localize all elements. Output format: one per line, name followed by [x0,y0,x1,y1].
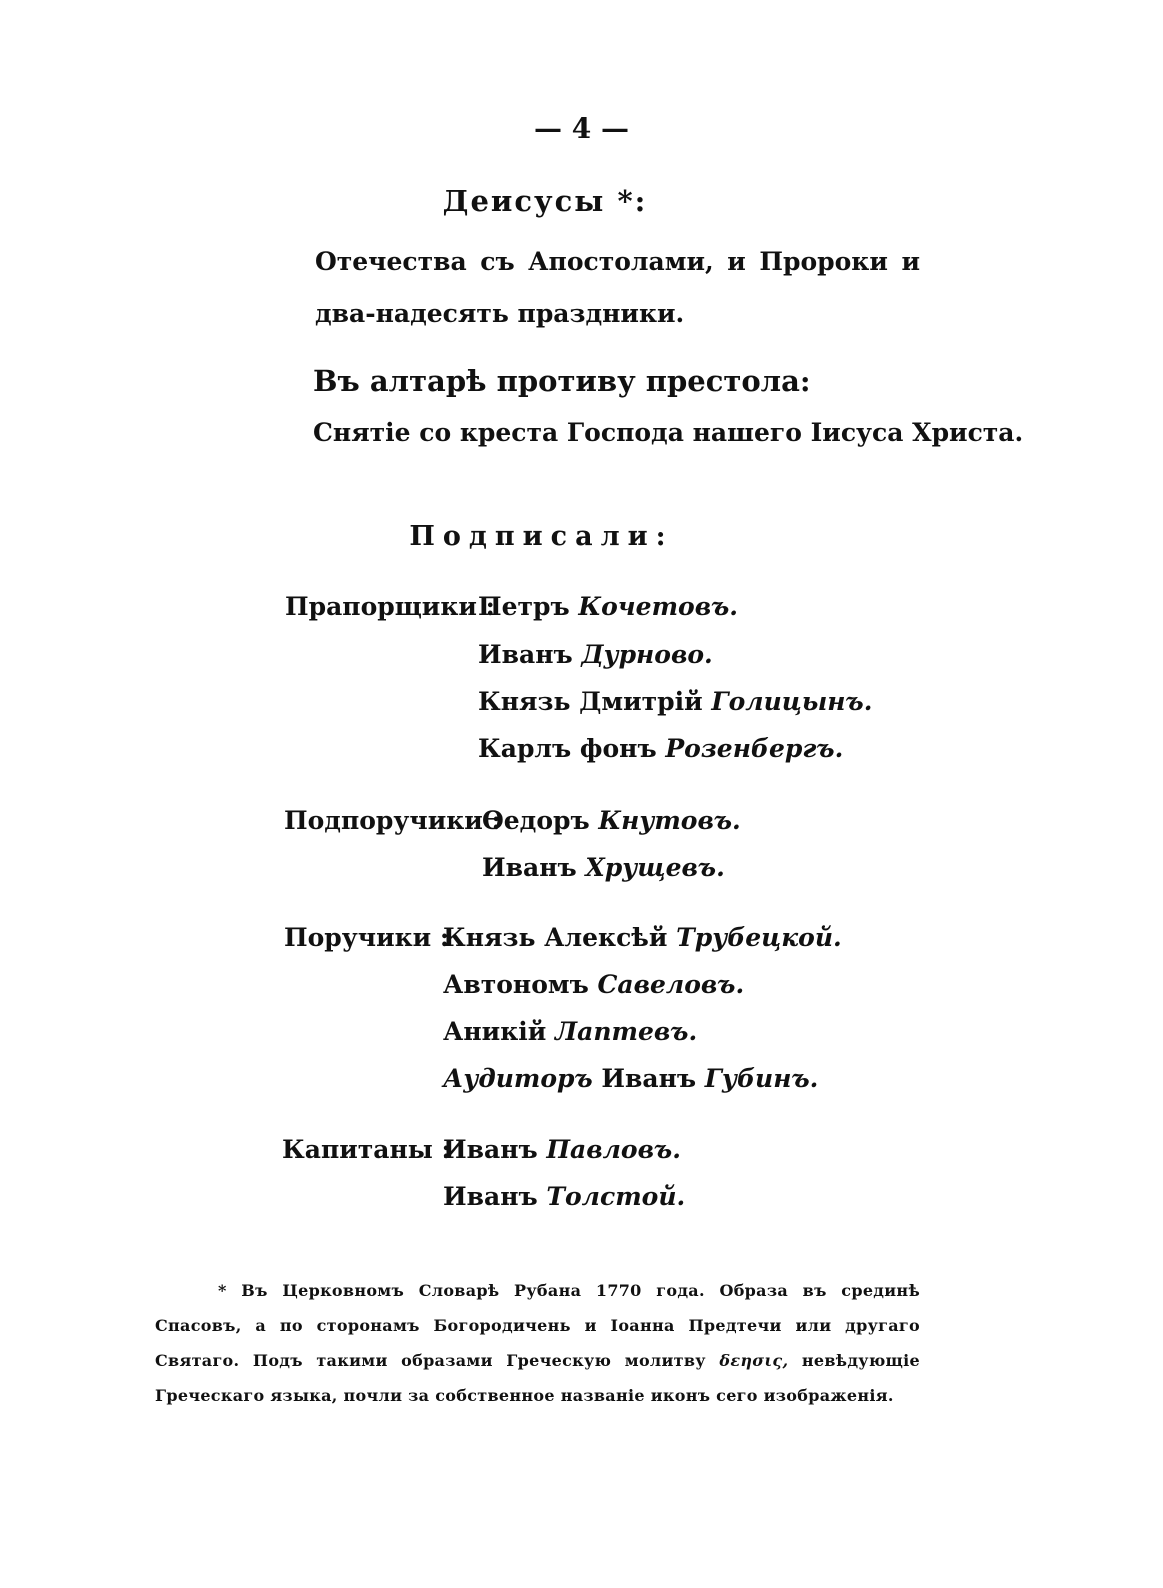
page-number: — 4 — [534,112,629,145]
given-name: Карлъ фонъ [478,734,657,763]
given-name: Князь Дмитрій [478,687,703,716]
rank-label: Капитаны : [282,1135,451,1164]
signatory-name [478,640,713,669]
given-name: Иванъ [478,640,573,669]
given-name: Иванъ [443,1135,538,1164]
rank-label: Подпоручики : [284,806,501,835]
rank-label: Поручики : [284,923,450,952]
given-name: Иванъ [482,853,577,882]
deisusy-text: Отечества съ Апостолами, и Пророки и двa-надесять праздники. [315,247,920,328]
surname: Дурново. [581,640,713,669]
title-prefix: Аудиторъ [443,1064,593,1093]
surname: Хрущевъ. [585,853,725,882]
signatory-name [443,1017,697,1046]
deisusy-heading: Деисусы *: [442,184,648,218]
surname: Лаптевъ. [555,1017,698,1046]
footnote-text: невѣдующіе Греческаго языка, почли за собственное названіе иконъ сего изображенія. [155,1351,920,1405]
surname: Кнутовъ. [598,806,741,835]
footnote [155,1273,920,1413]
signatory-name [478,592,738,621]
signatory-name [443,1182,685,1211]
surname: Розенбергъ. [665,734,844,763]
signatory-name [443,923,842,952]
given-name: Иванъ [601,1064,697,1093]
footnote-text: * Въ Церковномъ Словарѣ Рубана 1770 года. Образа въ срединѣ Спасовъ, а по сторонамъ Богородичень и Іоанна Предтечи или другаго Святаго. Подъ такими образами Греческую молитву [155,1281,920,1370]
given-name: Автономъ [443,970,589,999]
surname: Губинъ. [704,1064,819,1093]
surname: Толстой. [546,1182,686,1211]
surname: Павловъ. [546,1135,681,1164]
signed-heading: Подписали: [409,521,674,552]
given-name: Петръ [478,592,570,621]
signatory-name [482,806,741,835]
altar-heading: Въ алтарѣ противу престола: [313,364,811,398]
surname: Савеловъ. [597,970,745,999]
footnote-greek-word: δεησις, [719,1351,789,1370]
signatory-name [443,1135,681,1164]
signatory-name [478,687,872,716]
signatory-name [443,970,744,999]
rank-label: Прапорщики : [285,592,495,621]
signatory-name [443,1064,818,1093]
given-name: Ѳедоръ [482,806,590,835]
given-name: Князь Алексѣй [443,923,668,952]
surname: Голицынъ. [711,687,873,716]
given-name: Иванъ [443,1182,538,1211]
surname: Кочетовъ. [578,592,739,621]
given-name: Аникій [443,1017,547,1046]
signatory-name [482,853,725,882]
surname: Трубецкой. [676,923,842,952]
altar-text: Снятіе со креста Господа нашего Іисуса Христа. [313,418,1024,447]
signatory-name [478,734,843,763]
